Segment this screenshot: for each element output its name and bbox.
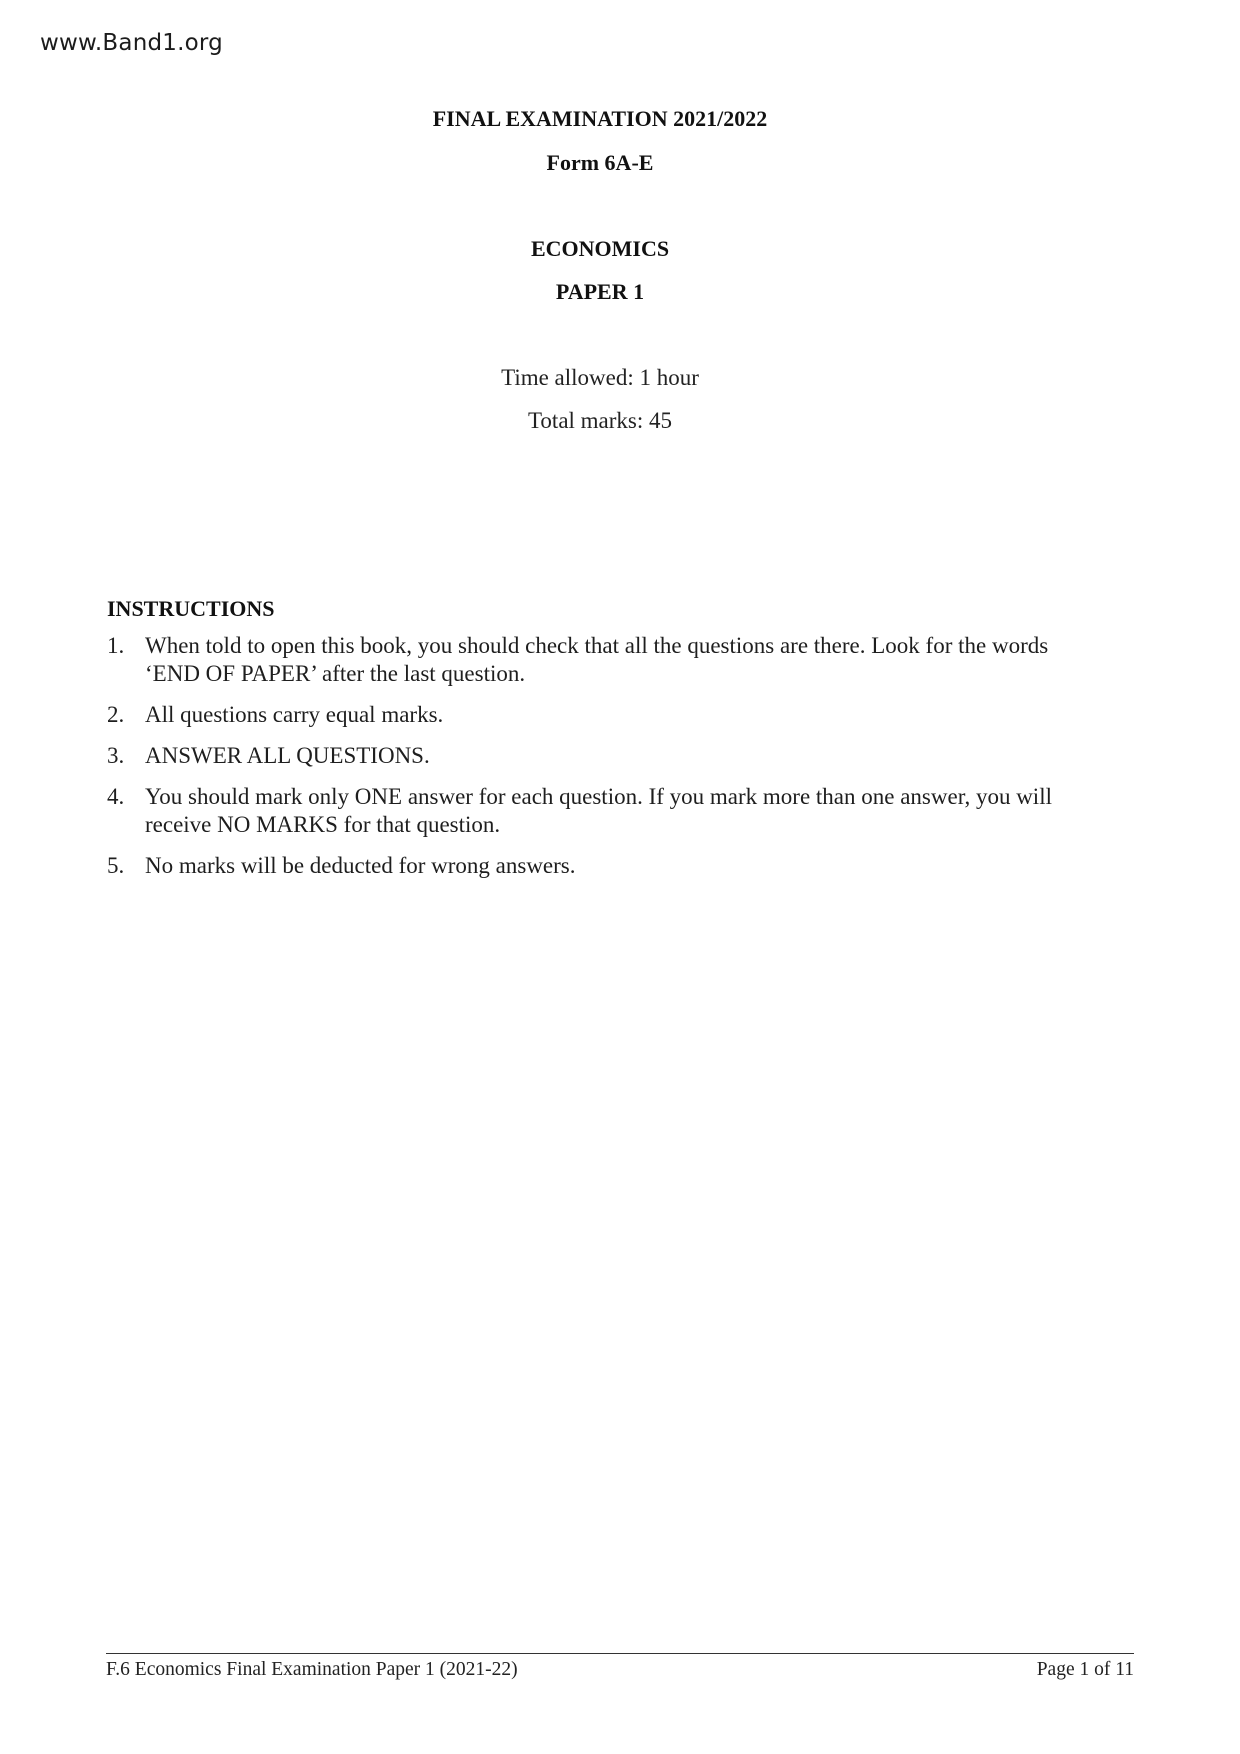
footer-page-number: Page 1 of 11: [1036, 1659, 1134, 1680]
exam-title: FINAL EXAMINATION 2021/2022: [432, 106, 768, 131]
instruction-item: [107, 852, 1087, 880]
instructions-section: [107, 596, 1087, 893]
instruction-item: [107, 742, 1087, 770]
instruction-text: You should mark only ONE answer for each question. If you mark more than one answer, you will receive NO MARKS for that question.: [145, 784, 1052, 837]
footer-document-title: F.6 Economics Final Examination Paper 1 (2021-22): [106, 1659, 518, 1680]
instruction-item: [107, 701, 1087, 729]
time-allowed: Time allowed: 1 hour: [501, 365, 699, 390]
instruction-text: When told to open this book, you should check that all the questions are there. Look for the words ‘END OF PAPER’ after the last question.: [145, 633, 1049, 686]
instruction-number: 1.: [107, 633, 125, 658]
instruction-number: 5.: [107, 853, 125, 878]
watermark-url: www.Band1.org: [40, 30, 223, 56]
instruction-text: No marks will be deducted for wrong answers.: [145, 853, 576, 878]
instruction-number: 4.: [107, 784, 125, 809]
subject-title: ECONOMICS: [530, 236, 670, 261]
instruction-item: [107, 632, 1087, 688]
instruction-number: 2.: [107, 702, 125, 727]
instruction-item: [107, 783, 1087, 839]
instruction-text: ANSWER ALL QUESTIONS.: [145, 743, 430, 768]
page-footer: [106, 1653, 1134, 1681]
paper-title: PAPER 1: [555, 279, 645, 304]
total-marks: Total marks: 45: [527, 408, 673, 433]
form-label: Form 6A-E: [546, 150, 654, 175]
instructions-heading: INSTRUCTIONS: [107, 596, 275, 621]
instruction-number: 3.: [107, 743, 125, 768]
instructions-list: [107, 632, 1087, 880]
instruction-text: All questions carry equal marks.: [145, 702, 444, 727]
